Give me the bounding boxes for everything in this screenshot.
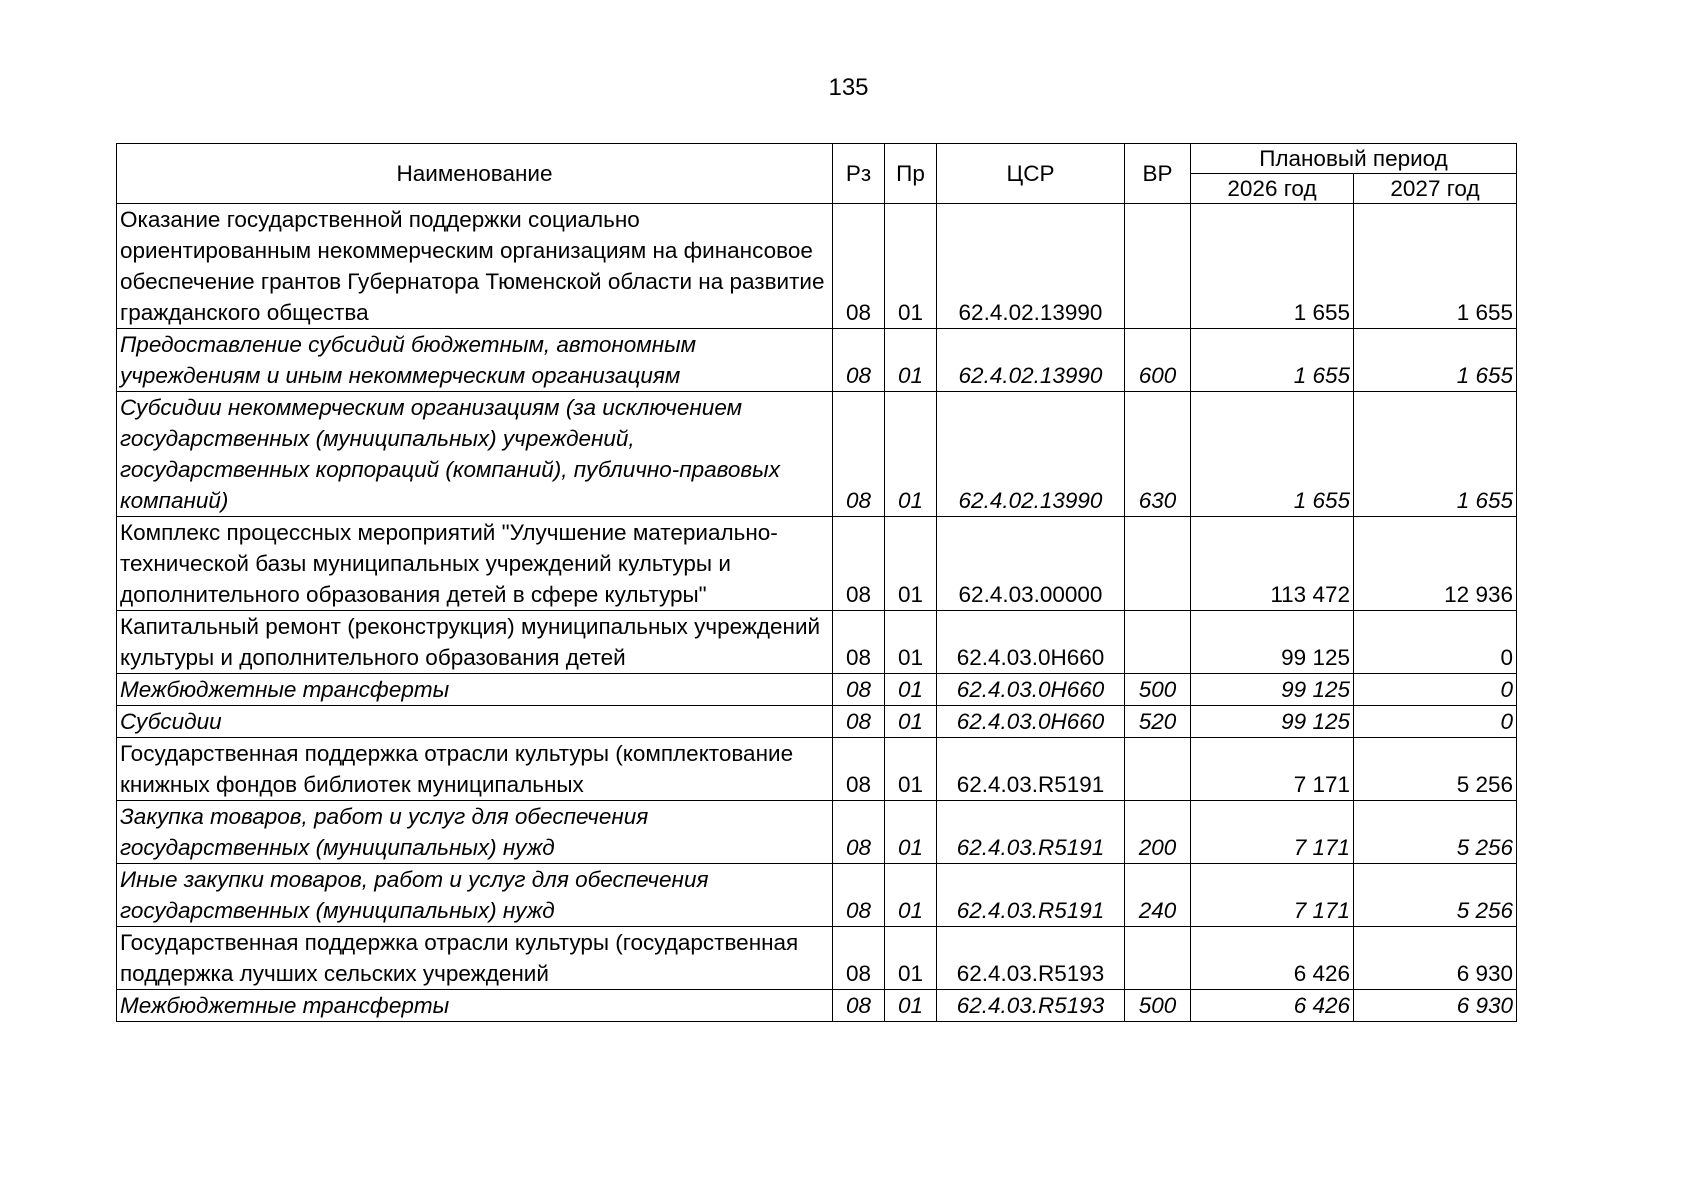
cell-vr [1125,517,1191,611]
cell-csr: 62.4.03.0Н660 [937,611,1125,674]
cell-2027: 0 [1354,674,1517,706]
table-row [117,864,1517,927]
cell-pr: 01 [885,801,937,864]
cell-name: Предоставление субсидий бюджетным, автономным учреждениям и иным некоммерческим организациям [117,329,833,392]
table-row [117,517,1517,611]
cell-2027: 1 655 [1354,392,1517,517]
cell-2026: 7 171 [1191,738,1354,801]
cell-pr: 01 [885,517,937,611]
header-pr: Пр [885,144,937,204]
header-name: Наименование [117,144,833,204]
cell-2026: 1 655 [1191,329,1354,392]
cell-name: Государственная поддержка отрасли культуры (комплектование книжных фондов библиотек муниципальных [117,738,833,801]
cell-pr: 01 [885,990,937,1022]
cell-rz: 08 [833,706,885,738]
cell-csr: 62.4.03.R5191 [937,801,1125,864]
cell-pr: 01 [885,927,937,990]
header-csr: ЦСР [937,144,1125,204]
cell-pr: 01 [885,706,937,738]
cell-rz: 08 [833,392,885,517]
table-row [117,927,1517,990]
cell-name: Капитальный ремонт (реконструкция) муниципальных учреждений культуры и дополнительного образования детей [117,611,833,674]
table-row [117,611,1517,674]
table-row [117,392,1517,517]
cell-2026: 7 171 [1191,864,1354,927]
cell-rz: 08 [833,801,885,864]
header-year-2026: 2026 год [1191,174,1354,204]
cell-vr: 520 [1125,706,1191,738]
cell-pr: 01 [885,204,937,329]
cell-vr: 500 [1125,990,1191,1022]
cell-2027: 5 256 [1354,738,1517,801]
cell-vr: 630 [1125,392,1191,517]
cell-rz: 08 [833,990,885,1022]
cell-rz: 08 [833,927,885,990]
cell-csr: 62.4.03.R5193 [937,927,1125,990]
header-rz: Рз [833,144,885,204]
cell-csr: 62.4.02.13990 [937,204,1125,329]
cell-vr: 600 [1125,329,1191,392]
cell-2027: 6 930 [1354,990,1517,1022]
cell-name: Субсидии [117,706,833,738]
cell-rz: 08 [833,738,885,801]
cell-2026: 6 426 [1191,990,1354,1022]
cell-vr: 200 [1125,801,1191,864]
cell-2027: 1 655 [1354,204,1517,329]
cell-rz: 08 [833,674,885,706]
cell-2027: 12 936 [1354,517,1517,611]
cell-rz: 08 [833,204,885,329]
cell-2027: 0 [1354,611,1517,674]
cell-pr: 01 [885,329,937,392]
cell-2026: 113 472 [1191,517,1354,611]
cell-csr: 62.4.03.0Н660 [937,674,1125,706]
cell-vr [1125,738,1191,801]
cell-vr [1125,204,1191,329]
cell-rz: 08 [833,329,885,392]
cell-2026: 99 125 [1191,611,1354,674]
cell-name: Иные закупки товаров, работ и услуг для обеспечения государственных (муниципальных) нужд [117,864,833,927]
cell-vr [1125,927,1191,990]
table-row [117,706,1517,738]
cell-2027: 0 [1354,706,1517,738]
cell-rz: 08 [833,864,885,927]
cell-pr: 01 [885,738,937,801]
cell-2026: 99 125 [1191,674,1354,706]
cell-2026: 1 655 [1191,204,1354,329]
cell-rz: 08 [833,611,885,674]
cell-csr: 62.4.03.0Н660 [937,706,1125,738]
cell-name: Комплекс процессных мероприятий "Улучшение материально-технической базы муниципальных учреждений культуры и дополнительного образования детей в сфере культуры" [117,517,833,611]
cell-name: Межбюджетные трансферты [117,674,833,706]
table-row [117,801,1517,864]
cell-pr: 01 [885,392,937,517]
cell-name: Закупка товаров, работ и услуг для обеспечения государственных (муниципальных) нужд [117,801,833,864]
cell-pr: 01 [885,611,937,674]
budget-table [116,143,1517,1022]
cell-2027: 5 256 [1354,864,1517,927]
header-vr: ВР [1125,144,1191,204]
cell-csr: 62.4.03.R5191 [937,738,1125,801]
cell-name: Межбюджетные трансферты [117,990,833,1022]
cell-pr: 01 [885,674,937,706]
page-number: 135 [828,74,869,101]
cell-csr: 62.4.03.00000 [937,517,1125,611]
cell-2027: 6 930 [1354,927,1517,990]
cell-csr: 62.4.02.13990 [937,392,1125,517]
table-header [117,144,1517,204]
table-row [117,329,1517,392]
cell-vr [1125,611,1191,674]
table-row [117,990,1517,1022]
table-row [117,674,1517,706]
table-row [117,738,1517,801]
cell-name: Государственная поддержка отрасли культуры (государственная поддержка лучших сельских учреждений [117,927,833,990]
table-row [117,204,1517,329]
cell-2026: 7 171 [1191,801,1354,864]
cell-name: Субсидии некоммерческим организациям (за исключением государственных (муниципальных) учреждений, государственных корпораций (компаний), публично-правовых компаний) [117,392,833,517]
header-planned-period: Плановый период [1191,144,1517,174]
table-body [117,204,1517,1022]
cell-2027: 5 256 [1354,801,1517,864]
cell-2026: 1 655 [1191,392,1354,517]
cell-rz: 08 [833,517,885,611]
cell-vr: 240 [1125,864,1191,927]
cell-2027: 1 655 [1354,329,1517,392]
cell-csr: 62.4.02.13990 [937,329,1125,392]
cell-name: Оказание государственной поддержки социально ориентированным некоммерческим организациям на финансовое обеспечение грантов Губернатора Тюменской области на развитие гражданского общества [117,204,833,329]
cell-csr: 62.4.03.R5191 [937,864,1125,927]
cell-2026: 99 125 [1191,706,1354,738]
header-year-2027: 2027 год [1354,174,1517,204]
cell-2026: 6 426 [1191,927,1354,990]
cell-csr: 62.4.03.R5193 [937,990,1125,1022]
cell-pr: 01 [885,864,937,927]
cell-vr: 500 [1125,674,1191,706]
